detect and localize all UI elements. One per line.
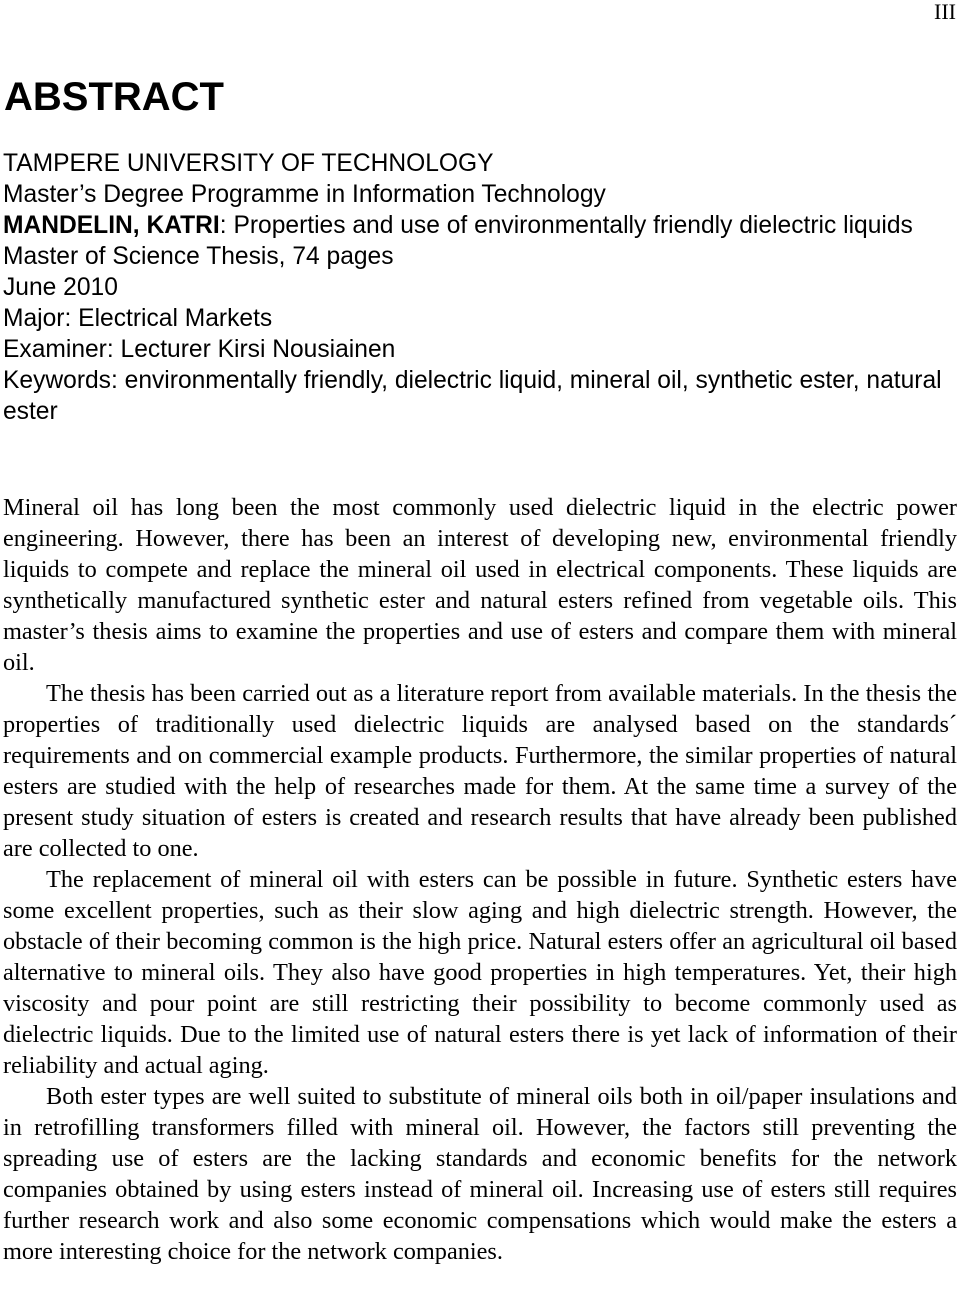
abstract-paragraph-3: The replacement of mineral oil with esters can be possible in future. Synthetic esters have some excellent properties, such as their slow aging and high dielectric strength. However, the obstacle of their becoming common is the high price. Natural esters offer an agricultural oil based alternative to mineral oils. They also have good properties in high temperatures. Yet, their high viscosity and pour point are still restricting their possibility to become commonly used as dielectric liquids. Due to the limited use of natural esters there is yet lack of information of their reliability and actual aging.: [3, 866, 957, 1079]
author-name: MANDELIN, KATRI: [3, 212, 220, 239]
degree-programme: Master’s Degree Programme in Information Technology: [3, 181, 606, 208]
thesis-info: Master of Science Thesis, 74 pages: [3, 243, 394, 270]
abstract-paragraph-2: The thesis has been carried out as a literature report from available materials. In the thesis the properties of traditionally used dielectric liquids are analysed based on the standards´ requirements and on commercial example products. Furthermore, the similar properties of natural esters are studied with the help of researches made for them. At the same time a survey of the present study situation of esters is created and research results that have already been published are collected to one.: [3, 680, 957, 862]
abstract-heading: ABSTRACT: [4, 75, 224, 119]
thesis-date: June 2010: [3, 274, 118, 301]
examiner: Examiner: Lecturer Kirsi Nousiainen: [3, 336, 396, 363]
keywords: Keywords: environmentally friendly, dielectric liquid, mineral oil, synthetic ester, natural ester: [3, 367, 942, 425]
page-number: III: [934, 0, 956, 24]
university-name: TAMPERE UNIVERSITY OF TECHNOLOGY: [3, 150, 494, 177]
thesis-title: : Properties and use of environmentally friendly dielectric liquids: [219, 212, 913, 239]
abstract-body: [3, 492, 957, 1267]
thesis-metadata: [3, 148, 953, 427]
abstract-paragraph-1: Mineral oil has long been the most commonly used dielectric liquid in the electric power engineering. However, there has been an interest of developing new, environmental friendly liquids to compete and replace the mineral oil used in electrical components. These liquids are synthetically manufactured synthetic ester and natural esters refined from vegetable oils. This master’s thesis aims to examine the properties and use of esters and compare them with mineral oil.: [3, 494, 957, 676]
abstract-paragraph-4: Both ester types are well suited to substitute of mineral oils both in oil/paper insulations and in retrofilling transformers filled with mineral oil. However, the factors still preventing the spreading use of esters are the lacking standards and economic benefits for the network companies obtained by using esters instead of mineral oil. Increasing use of esters still requires further research work and also some economic compensations which would make the esters a more interesting choice for the network companies.: [3, 1083, 957, 1265]
major: Major: Electrical Markets: [3, 305, 273, 332]
author-and-title: [3, 210, 953, 241]
